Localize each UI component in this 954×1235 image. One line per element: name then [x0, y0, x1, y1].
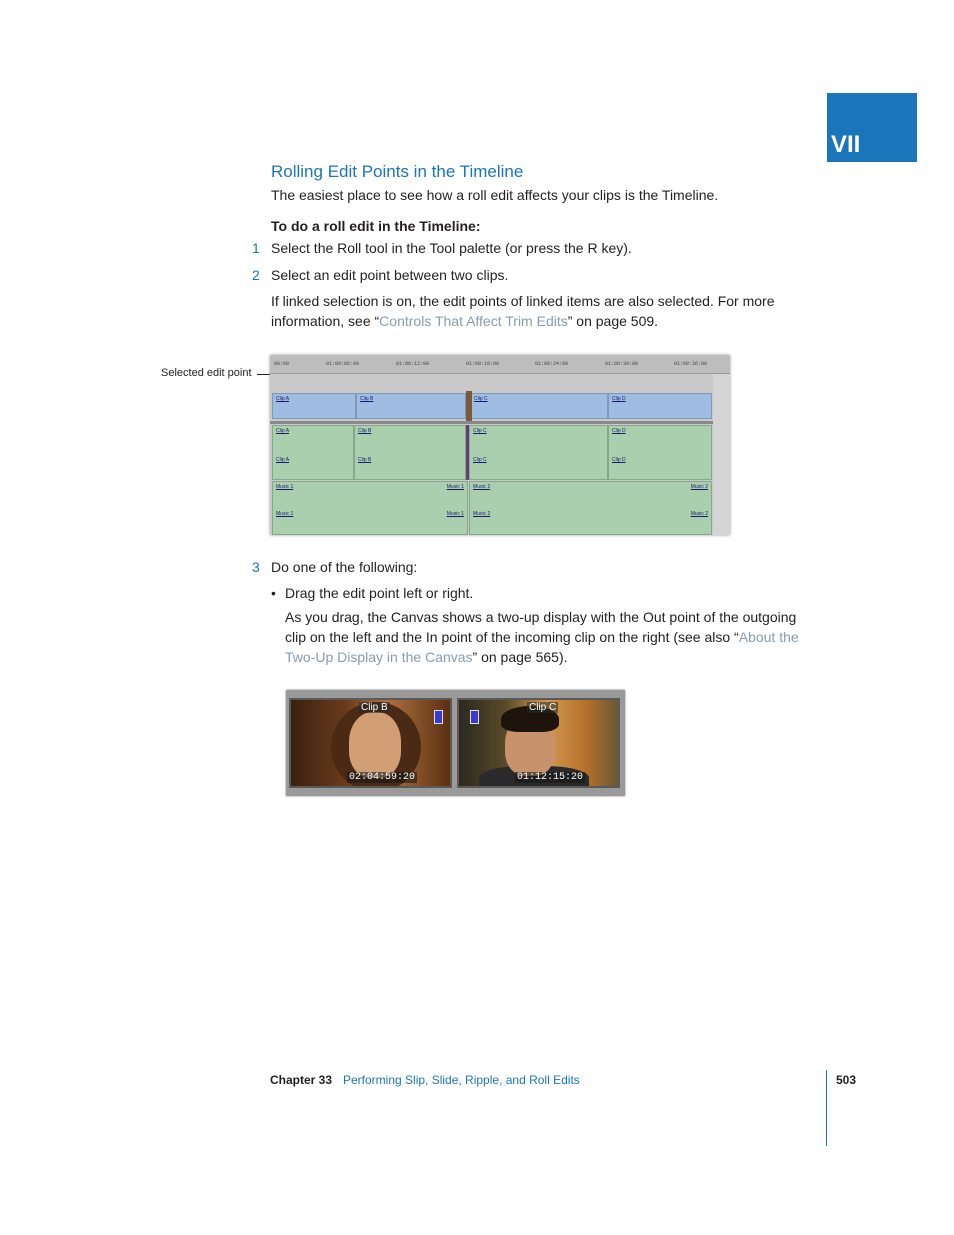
step-text-2: Select an edit point between two clips.: [271, 267, 509, 283]
ruler-tick: 01:00:12:00: [396, 361, 430, 367]
figure-callout: Selected edit point: [161, 367, 252, 379]
linked-edit-point[interactable]: [466, 425, 469, 480]
canvas-two-up-screenshot: [286, 690, 625, 796]
video-clip-d[interactable]: Clip D: [608, 393, 712, 419]
section-heading: Rolling Edit Points in the Timeline: [271, 162, 524, 181]
out-point-icon: [434, 710, 443, 724]
audio-clip-d[interactable]: Clip D Clip D: [608, 425, 712, 480]
footer-chapter-title[interactable]: Performing Slip, Slide, Ripple, and Roll Edits: [343, 1073, 580, 1087]
cross-reference-link-cont[interactable]: Two-Up Display in the Canvas: [285, 649, 473, 665]
part-number: VII: [831, 131, 861, 158]
step-number-3: 3: [252, 559, 260, 575]
video-clip-a[interactable]: Clip A: [272, 393, 356, 419]
part-tab: [827, 93, 917, 162]
bullet-text: Drag the edit point left or right.: [285, 585, 474, 601]
timecode: 01:12:15:20: [517, 772, 584, 783]
audio-clip-b[interactable]: Clip B Clip B: [354, 425, 466, 480]
in-point-icon: [470, 710, 479, 724]
ruler-tick: 01:00:18:00: [466, 361, 500, 367]
note-line-2: clip on the left and the In point of the incoming clip on the right (see also “About the: [285, 629, 799, 645]
music-clip-2[interactable]: Music 2 Music 2 Music 2 Music 2: [469, 481, 712, 535]
cross-reference-link[interactable]: About the: [738, 629, 799, 645]
audio-clip-a[interactable]: Clip A Clip A: [272, 425, 354, 480]
note-text: If linked selection is on, the edit points of linked items are also selected. For more information, see “: [271, 293, 775, 329]
bullet-note: [285, 607, 830, 667]
step-text-3: Do one of the following:: [271, 559, 418, 575]
frame-clip-label: Clip C: [529, 702, 557, 713]
note-text-end: ” on page 509.: [567, 313, 659, 329]
timecode: 02:04:59:20: [349, 772, 416, 783]
note-line-3: Two-Up Display in the Canvas” on page 565).: [285, 649, 568, 665]
note-line-1: As you drag, the Canvas shows a two-up display with the Out point of the outgoing: [285, 609, 797, 625]
intro-paragraph: The easiest place to see how a roll edit affects your clips is the Timeline.: [271, 187, 719, 203]
footer-chapter: Chapter 33: [270, 1073, 333, 1087]
timeline-screenshot: [270, 355, 730, 535]
audio-clip-c[interactable]: Clip C Clip C: [469, 425, 608, 480]
page-number: 503: [836, 1073, 857, 1087]
step-number-1: 1: [252, 240, 260, 256]
ruler-tick: 01:00:36:00: [674, 361, 708, 367]
incoming-clip-frame: [457, 698, 620, 788]
cross-reference-link[interactable]: Controls That Affect Trim Edits: [379, 313, 568, 329]
video-clip-b[interactable]: Clip B: [356, 393, 466, 419]
timeline-ruler: [270, 355, 730, 374]
ruler-tick: 01:00:24:00: [535, 361, 569, 367]
ruler-tick: 01:00:06:00: [326, 361, 360, 367]
ruler-tick: 00:00: [274, 361, 290, 367]
video-clip-c[interactable]: Clip C: [470, 393, 608, 419]
selected-edit-point[interactable]: [466, 391, 472, 421]
step2-note: [271, 291, 801, 331]
timeline-scrollbar[interactable]: [713, 374, 730, 535]
actress-image: [349, 712, 401, 778]
task-heading: To do a roll edit in the Timeline:: [271, 218, 481, 234]
track-separator: [270, 421, 730, 424]
bullet-marker: •: [271, 585, 276, 601]
music-clip-1[interactable]: Music 1 Music 1 Music 1 Music 1: [272, 481, 468, 535]
step-text-1: Select the Roll tool in the Tool palette (or press the R key).: [271, 240, 632, 256]
frame-clip-label: Clip B: [361, 702, 388, 713]
step-number-2: 2: [252, 267, 260, 283]
ruler-tick: 01:00:30:00: [605, 361, 639, 367]
outgoing-clip-frame: [289, 698, 452, 788]
footer-divider: [826, 1070, 827, 1146]
